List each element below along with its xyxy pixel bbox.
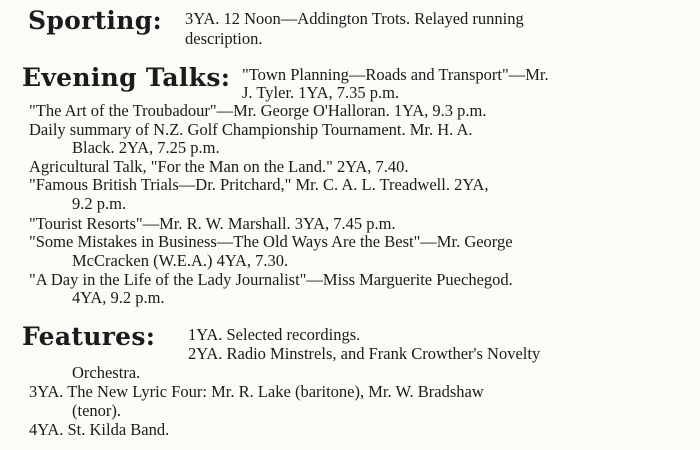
feature-line: Orchestra. [72,363,141,382]
talk-line: McCracken (W.E.A.) 4YA, 7.30. [72,251,289,270]
talk-line: "Tourist Resorts"—Mr. R. W. Marshall. 3YA, 7.45 p.m. [29,214,396,233]
feature-line: (tenor). [72,401,122,420]
talk-line: "Town Planning—Roads and Transport"—Mr. [242,65,549,84]
talk-line: Daily summary of N.Z. Golf Championship Tournament. Mr. H. A. [29,120,473,139]
feature-line: 2YA. Radio Minstrels, and Frank Crowther's Novelty [188,344,541,363]
talk-line: 9.2 p.m. [72,194,127,213]
talk-line: "A Day in the Life of the Lady Journalist"—Miss Marguerite Puechegod. [29,270,513,289]
sporting-heading: Sporting: [28,6,163,35]
talk-line: Agricultural Talk, "For the Man on the Land." 2YA, 7.40. [29,157,409,176]
feature-line: 4YA. St. Kilda Band. [29,420,170,439]
sporting-line-1: 3YA. 12 Noon—Addington Trots. Relayed running [185,9,524,28]
talk-line: "Famous British Trials—Dr. Pritchard," Mr. C. A. L. Treadwell. 2YA, [29,175,489,194]
talk-line: 4YA, 9.2 p.m. [72,288,165,307]
talk-line: "Some Mistakes in Business—The Old Ways Are the Best"—Mr. George [29,232,513,251]
features-heading: Features: [22,322,156,351]
evening-talks-heading: Evening Talks: [22,63,231,92]
talk-line: Black. 2YA, 7.25 p.m. [72,138,220,157]
talk-line: "The Art of the Troubadour"—Mr. George O'Halloran. 1YA, 9.3 p.m. [29,101,487,120]
sporting-line-2: description. [185,29,263,48]
feature-line: 1YA. Selected recordings. [188,325,361,344]
talk-line: J. Tyler. 1YA, 7.35 p.m. [242,83,400,102]
feature-line: 3YA. The New Lyric Four: Mr. R. Lake (baritone), Mr. W. Bradshaw [29,382,484,401]
